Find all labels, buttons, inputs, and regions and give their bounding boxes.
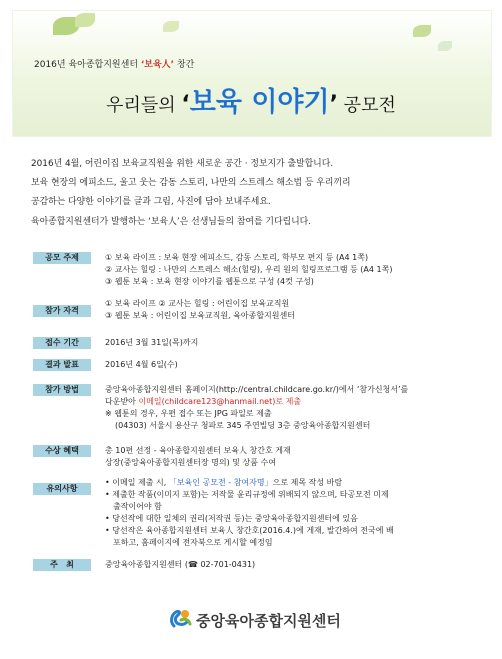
intro-line: 2016년 4월, 어린이집 보육교직원을 위한 새로운 공간 · 정보지가 출발합니다. bbox=[31, 159, 334, 169]
row-announce bbox=[33, 359, 481, 384]
subtitle-highlight: ‘보육人’ bbox=[140, 60, 175, 70]
contest-info-table bbox=[33, 252, 481, 575]
intro-paragraph bbox=[31, 155, 481, 232]
leaf-decoration-icon bbox=[413, 25, 431, 37]
title-highlight: 보육 이야기 bbox=[189, 87, 330, 118]
page-title bbox=[0, 80, 502, 119]
label-notes: 유의사항 bbox=[33, 483, 91, 495]
award-line: 상장(중앙육아종합지원센터장 명의) 및 상품 수여 bbox=[105, 458, 276, 467]
label-deadline: 접수 기간 bbox=[33, 337, 91, 349]
notes-values bbox=[91, 477, 481, 559]
method-address: (04303) 서울시 용산구 청파로 345 주연빌딩 3층 중앙육아종합지원센터 bbox=[115, 421, 371, 430]
announce-value: 2016년 4월 6일(수) bbox=[105, 360, 178, 369]
email-text: 이메일(childcare123@hanmail.net)로 제출 bbox=[138, 397, 302, 406]
banner-subtitle bbox=[34, 57, 194, 70]
method-values bbox=[91, 384, 481, 445]
label-host: 주 최 bbox=[33, 559, 91, 571]
leaf-decoration-icon bbox=[163, 21, 179, 32]
notes-line: 으로 제목 작성 바람 bbox=[272, 478, 343, 487]
theme-values bbox=[91, 252, 481, 297]
title-part-1: 우리들의 bbox=[106, 95, 182, 116]
award-values bbox=[91, 445, 481, 477]
notes-email-subject: 「보육인 공모전 - 참여자명」 bbox=[168, 478, 273, 487]
notes-line: • 당선작에 대한 일체의 권리(저작권 등)는 중앙육아종합지원센터에 있음 bbox=[105, 514, 358, 523]
footer-logo bbox=[168, 606, 378, 634]
row-host bbox=[33, 559, 481, 575]
title-quote-open: ‘ bbox=[181, 92, 190, 117]
subtitle-prefix: 2016년 육아종합지원센터 bbox=[34, 60, 141, 70]
intro-line: 육아종합지원센터가 발행하는 ‘보육人’은 선생님들의 참여를 기다립니다. bbox=[31, 216, 312, 227]
row-notes bbox=[33, 477, 481, 559]
notes-line: 출작이어야 함 bbox=[113, 502, 162, 511]
notes-line: • 당선작은 육아종합지원센터 보육人 창간호(2016.4.)에 게재, 발간하여 전국에 배 bbox=[105, 526, 394, 535]
row-theme bbox=[33, 252, 481, 297]
label-eligibility: 참가 자격 bbox=[33, 305, 91, 317]
award-line: 총 10편 선정 - 육아종합지원센터 보육人 창간호 게재 bbox=[105, 446, 291, 455]
label-award: 수상 혜택 bbox=[33, 445, 91, 457]
row-method bbox=[33, 384, 481, 445]
theme-line: ② 교사는 힐링 : 나만의 스트레스 해소(힐링), 우리 원의 힐링프로그램 등 (A4 1쪽) bbox=[105, 265, 393, 274]
center-logo-icon bbox=[168, 606, 194, 632]
label-theme: 공모 주제 bbox=[33, 252, 91, 264]
label-announce: 결과 발표 bbox=[33, 359, 91, 371]
intro-line: 보육 현장의 에피소드, 울고 웃는 감동 스토리, 나만의 스트레스 해소법 등 우리끼리 bbox=[31, 178, 351, 189]
method-line: ※ 웹툰의 경우, 우편 접수 또는 JPG 파일로 제출 bbox=[105, 409, 272, 418]
row-deadline bbox=[33, 337, 481, 359]
logo-text: 중앙육아종합지원센터 bbox=[196, 612, 341, 630]
title-quote-close: ’ bbox=[329, 92, 338, 117]
row-award bbox=[33, 445, 481, 477]
subtitle-suffix: 창간 bbox=[174, 60, 195, 70]
leaf-decoration-icon bbox=[438, 41, 452, 51]
title-part-3: 공모전 bbox=[337, 95, 396, 116]
eligibility-line: ③ 웹툰 보육 : 어린이집 보육교직원, 육아종합지원센터 bbox=[105, 311, 295, 320]
leaf-decoration-icon bbox=[75, 13, 95, 27]
intro-line: 공감하는 다양한 이야기를 글과 그림, 사진에 담아 보내주세요. bbox=[31, 197, 271, 208]
theme-line: ③ 웹툰 보육 : 보육 현장 이야기를 웹툰으로 구성 (4컷 구성) bbox=[105, 277, 314, 286]
notes-line: • 이메일 제출 시, bbox=[105, 478, 169, 487]
theme-line: ① 보육 라이프 : 보육 현장 에피소드, 감동 스토리, 학부모 편지 등 (A4 1쪽) bbox=[105, 253, 369, 262]
notes-line: 포하고, 홈페이지에 전자북으로 게시할 예정임 bbox=[113, 538, 273, 547]
notes-line: • 제출한 작품(이미지 포함)는 저작물 윤리규정에 위배되지 않으며, 타공모전 미제 bbox=[105, 490, 389, 499]
host-value: 중앙육아종합지원센터 (☎ 02-701-0431) bbox=[105, 560, 256, 569]
method-line: 중앙육아종합지원센터 홈페이지(http://central.childcare.go.kr/)에서 ‘참가신청서’를 bbox=[105, 385, 409, 394]
method-line: 다운받아 bbox=[105, 397, 139, 406]
label-method: 참가 방법 bbox=[33, 384, 91, 396]
deadline-value: 2016년 3월 31일(목)까지 bbox=[105, 338, 199, 347]
eligibility-line: ① 보육 라이프 ② 교사는 힐링 : 어린이집 보육교직원 bbox=[105, 299, 290, 308]
row-eligibility bbox=[33, 297, 481, 337]
eligibility-values bbox=[91, 297, 481, 337]
